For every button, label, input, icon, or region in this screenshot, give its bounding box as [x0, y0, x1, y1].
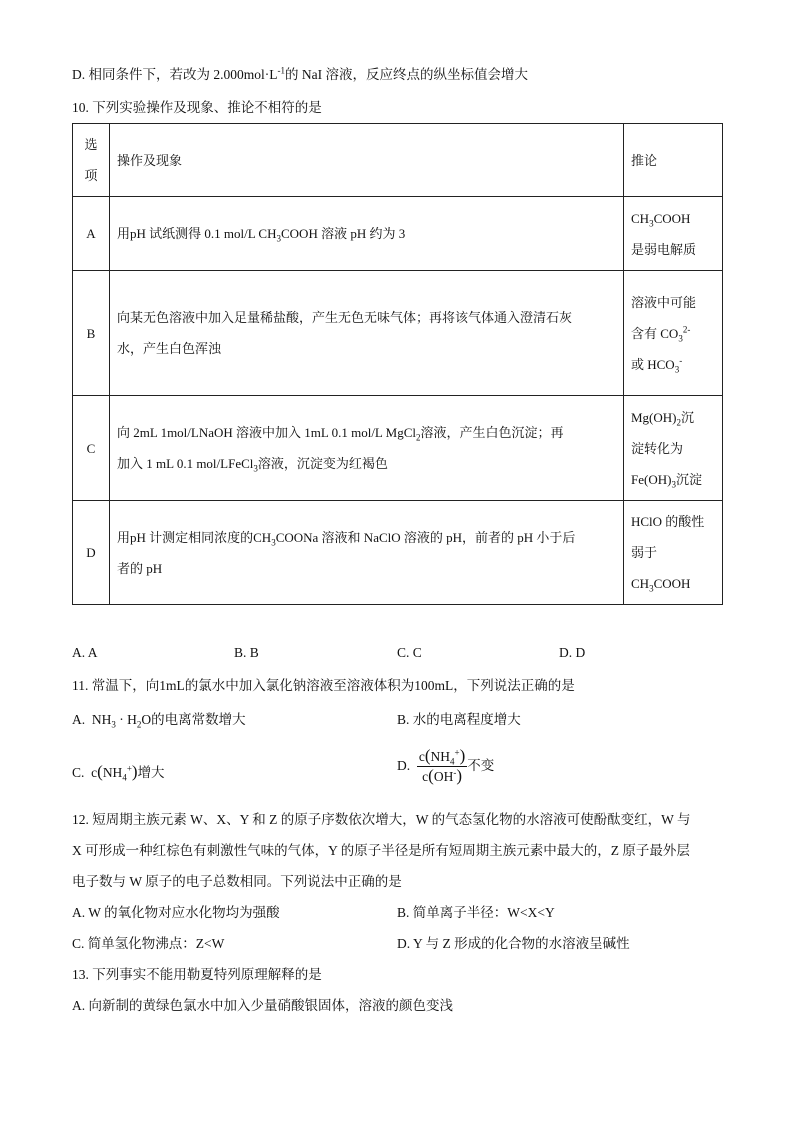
header-option: 选 项 [73, 124, 110, 197]
row-operation: 用pH 试纸测得 0.1 mol/L $CH_3COOH$ 溶液 pH 约为 3 [110, 197, 624, 271]
row-operation: 向 2mL 1mol/LNaOH 溶液中加入 1mL 0.1 mol/L MgCl$_2$溶液，产生白色沉淀；再 加入 1 mL 0.1 mol/LFeCl$_3$溶液，沉淀变为红褐色 [110, 396, 624, 501]
q12-stem-line-3: 电子数与 W 原子的电子总数相同。下列说法中正确的是 [72, 874, 402, 889]
row-option: A [73, 197, 110, 271]
row-operation: 向某无色溶液中加入足量稀盐酸，产生无色无味气体；再将该气体通入澄清石灰 水，产生白色浑浊 [110, 271, 624, 396]
row-inference: $Mg(OH)_2$沉 淀转化为 $Fe(OH)_3$沉淀 [624, 396, 723, 501]
q10-table [72, 123, 723, 605]
header-operation: 操作及现象 [110, 124, 624, 197]
q11-option-a: A. $NH_3 \cdot H_2O$的电离常数增大 [72, 712, 246, 730]
table-row [73, 271, 723, 396]
table-header-row [73, 124, 723, 197]
q11-option-b: B. 水的电离程度增大 [397, 712, 521, 727]
q13-option-a: A. 向新制的黄绿色氯水中加入少量硝酸银固体，溶液的颜色变浅 [72, 998, 453, 1013]
q12-stem-line-2: X 可形成一种红棕色有刺激性气味的气体，Y 的原子半径是所有短周期主族元素中最大的，Z 原子最外层 [72, 843, 690, 858]
q11-option-c: C. $c(NH_4^+)$增大 [72, 762, 165, 783]
row-inference: 溶液中可能 含有 $CO_3^{2-}$ 或 $HCO_3^-$ [624, 271, 723, 396]
q12-stem-line-1: 12. 短周期主族元素 W、X、Y 和 Z 的原子序数依次增大，W 的气态氢化物的水溶液可使酚酞变红，W 与 [72, 812, 691, 827]
q10-choice-c: C. C [397, 645, 422, 660]
ratio-fraction: $\frac{c(NH_4^+)}{c(OH^-)}$ [418, 746, 466, 786]
header-inference: 推论 [624, 124, 723, 197]
table-row [73, 197, 723, 271]
row-option: B [73, 271, 110, 396]
row-operation: 用pH 计测定相同浓度的$CH_3COONa$ 溶液和 NaClO 溶液的 pH，前者的 pH 小于后 者的 pH [110, 501, 624, 605]
q9-option-d: D. 相同条件下，若改为 $2.000mol\cdot L^{-1}$的 NaI 溶液，反应终点的纵坐标值会增大 [72, 65, 528, 82]
q11-stem: 11. 常温下，向1mL的氯水中加入氯化钠溶液至溶液体积为100mL，下列说法正确的是 [72, 678, 575, 693]
q12-option-a: A. W 的氧化物对应水化物均为强酸 [72, 905, 280, 920]
q10-choice-b: B. B [234, 645, 259, 660]
q12-option-d: D. Y 与 Z 形成的化合物的水溶液呈碱性 [397, 936, 630, 951]
q12-option-c: C. 简单氢化物沸点：Z<W [72, 936, 225, 951]
q10-choice-a: A. A [72, 645, 98, 660]
row-option: D [73, 501, 110, 605]
q10-stem: 10. 下列实验操作及现象、推论不相符的是 [72, 100, 322, 115]
row-option: C [73, 396, 110, 501]
row-inference: HClO 的酸性 弱于 $CH_3COOH$ [624, 501, 723, 605]
row-inference: $CH_3COOH$ 是弱电解质 [624, 197, 723, 271]
q12-option-b: B. 简单离子半径：W<X<Y [397, 905, 555, 920]
table-row [73, 501, 723, 605]
q11-option-d: D. $\frac{c(NH_4^+)}{c(OH^-)}$ 不变 [397, 746, 495, 786]
table-row [73, 396, 723, 501]
q13-stem: 13. 下列事实不能用勒夏特列原理解释的是 [72, 967, 322, 982]
q10-choice-d: D. D [559, 645, 586, 660]
